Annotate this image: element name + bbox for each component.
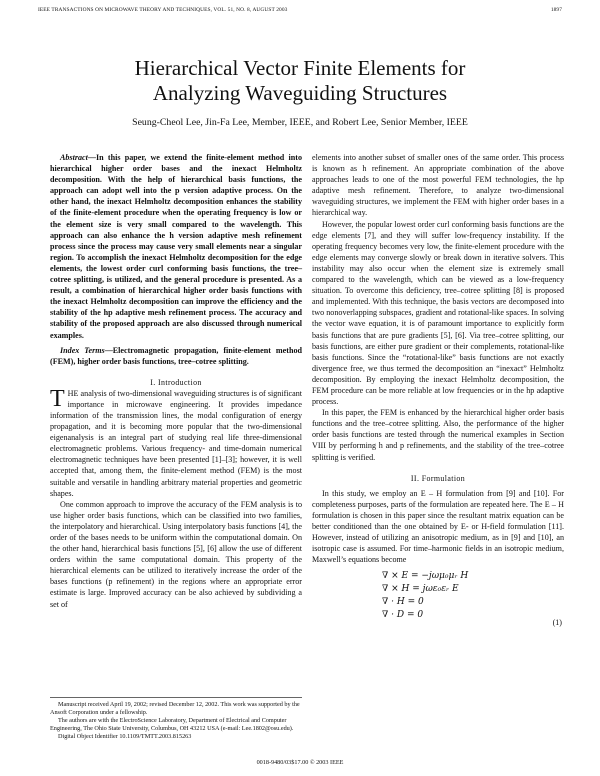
right-column <box>312 152 564 631</box>
equation-number: (1) <box>552 618 562 628</box>
intro-paragraph-5: In this paper, the FEM is enhanced by the hierarchical higher order basis functions and the tree–cotree splitting. Also, the performance of the higher order basis functions are tested through the numerical examples in Section VIII by performing h and p refinements, and the stability of the tree–cotree splitting is verified. <box>312 408 564 462</box>
equation-faraday: ∇ × E = −jωμ₀μᵣ H <box>382 571 469 582</box>
page-number: 1897 <box>550 7 562 13</box>
intro-paragraph-1-text: HE analysis of two-dimensional waveguiding structures is of significant importance in microwave engineering. It provides impedance information of the transmission lines, the modal configuration of energy propagation, and it is becoming more popular that the two-dimensional eigenanalysis is an integral part of studying real life three-dimensional electromagnetic problems. Various frequency- and time-domain numerical electromagnetic techniques have been presented [1]–[3]; however, it is well accepted that, among them, the finite-element method (FEM) is the most suitable and versatile in handling arbitrary material properties and geometric shapes. <box>50 388 302 498</box>
intro-paragraph-4: However, the popular lowest order curl conforming basis functions are the edge elements [7], and they will suffer low-frequency instability. If the operating frequency becomes very low, the finite-element procedure with the edge elements may converge slowly or break down in iterative solvers. This instability may also occur when the element size is extremely small compared to the wavelength, which can be viewed as a low-frequency situation. To overcome this deficiency, tree–cotree splitting [8] is proposed and implemented. With this technique, the basis vectors are decomposed into two nonoverlapping subspaces, gradient and rotational-like spaces. In solving the vector wave equation, it is of paramount importance to explicitly form basis functions that are pure gradients [5], [6]. Via tree–cotree splitting, our basis functions, are either pure gradient or their complements, rotational-like basis functions. Since the “rotational-like” basis functions are not exactly divergence free, we thus termed the decomposition an “inexact” Helmholtz decomposition. By employing the inexact Helmholtz decomposition, the FEM procedure can be more reliable at low frequencies or in the hp adaptive process. <box>312 219 564 407</box>
intro-paragraph-2: One common approach to improve the accuracy of the FEM analysis is to use higher order basis functions, which can be classified into two families, the interpolatory and hierarchical. Using interpolatory basis functions [4], the order of the bases needs to be uniform within the computational domain. On the other hand, hierarchical basis functions [5], [6] allow the use of different orders within the same computational domain. This property of the hierarchical elements can be utilized to iteratively increase the order of the bases functions (p refinement) in the regions where an appropriate error estimate is large. Improved accuracy can be also achieved by subdividing a set of <box>50 499 302 609</box>
abstract <box>50 152 302 341</box>
footnotes <box>50 697 302 741</box>
index-terms-lead: Index Terms <box>60 345 105 355</box>
formulation-paragraph-1: In this study, we employ an E – H formulation from [9] and [10]. For completeness purposes, parts of the formulation are repeated here. The E – H formulation is chosen in this paper since the resultant matrix equation can be better conditioned than the one obtained by E- or H-field formulation [11]. However, instead of utilizing an anisotropic medium, as in [9] and [10], an isotropic case is assumed. For time–harmonic fields in an isotropic medium, Maxwell’s equations become <box>312 488 564 565</box>
maxwell-equations <box>312 571 564 631</box>
footnote-affiliation: The authors are with the ElectroScience Laboratory, Department of Electrical and Computer Engineering, The Ohio State University, Columbus, OH 43212 USA (e-mail: Lee.1802@osu.edu). <box>50 717 294 732</box>
copyright-footer: 0018-9480/03$17.00 © 2003 IEEE <box>256 759 344 766</box>
title-line-1: Hierarchical Vector Finite Elements for <box>134 56 466 80</box>
footnote-received: Manuscript received April 19, 2002; revised December 12, 2002. This work was supported by the Ansoft Corporation under a fellowship. <box>50 701 300 716</box>
paper-title <box>0 56 600 105</box>
equation-gauss-magnetic: ∇ · H = 0 <box>382 597 424 608</box>
intro-paragraph-1 <box>50 385 302 499</box>
running-header <box>38 7 562 13</box>
abstract-lead: Abstract <box>60 153 88 162</box>
author-line: Seung-Cheol Lee, Jin-Fa Lee, Member, IEEE, and Robert Lee, Senior Member, IEEE <box>132 117 468 128</box>
section-heading-introduction: I. Introduction <box>150 377 202 387</box>
equation-gauss-electric: ∇ · D = 0 <box>382 610 424 621</box>
left-column <box>50 152 302 610</box>
title-line-2: Analyzing Waveguiding Structures <box>152 80 448 105</box>
index-terms <box>50 345 302 367</box>
abstract-text: —In this paper, we extend the finite-element method into hierarchical higher order bases and the inexact Helmholtz decomposition. With the help of hierarchical basis functions, the approach can adopt well into the p version adaptive process. On the other hand, the inexact Helmholtz decomposition enhances the stability of the finite-element procedure when the operating frequency is low or the element size is very small compared to the wavelength. This approach can also enhance the h version adaptive mesh refinement process since the process may cause very small elements near a singular region. To accomplish the inexact Helmholtz decomposition for the edge elements, the lowest order curl conforming basis functions, the tree–cotree splitting, is utilized, and the general procedure is presented. As a result, a combination of hierarchical higher order basis functions with the inexact Helmholtz decomposition can improve the efficiency and the stability of the hp adaptive mesh refinement process. The accuracy and stability of the proposed approach are also discussed through numerical examples. <box>50 153 302 340</box>
journal-name: IEEE TRANSACTIONS ON MICROWAVE THEORY AND TECHNIQUES, VOL. 51, NO. 8, AUGUST 2003 <box>38 7 288 13</box>
drop-cap: T <box>50 385 65 412</box>
section-heading-formulation: II. Formulation <box>410 473 466 483</box>
equation-ampere: ∇ × H = jωε₀εᵣ E <box>382 584 459 595</box>
footnote-doi: Digital Object Identifier 10.1109/TMTT.2003.815263 <box>58 733 192 740</box>
index-terms-text: —Electromagnetic propagation, finite-element method (FEM), higher order basis functions, tree–cotree splitting. <box>50 345 302 366</box>
intro-paragraph-3: elements into another subset of smaller ones of the same order. This process is known as h refinement. An appropriate combination of the above approaches leads to one of the most powerful FEM technologies, the hp adaptive mesh refinement. Therefore, to analyze two-dimensional waveguiding structures, we implement the FEM with higher order bases in a hierarchical way. <box>312 153 564 218</box>
